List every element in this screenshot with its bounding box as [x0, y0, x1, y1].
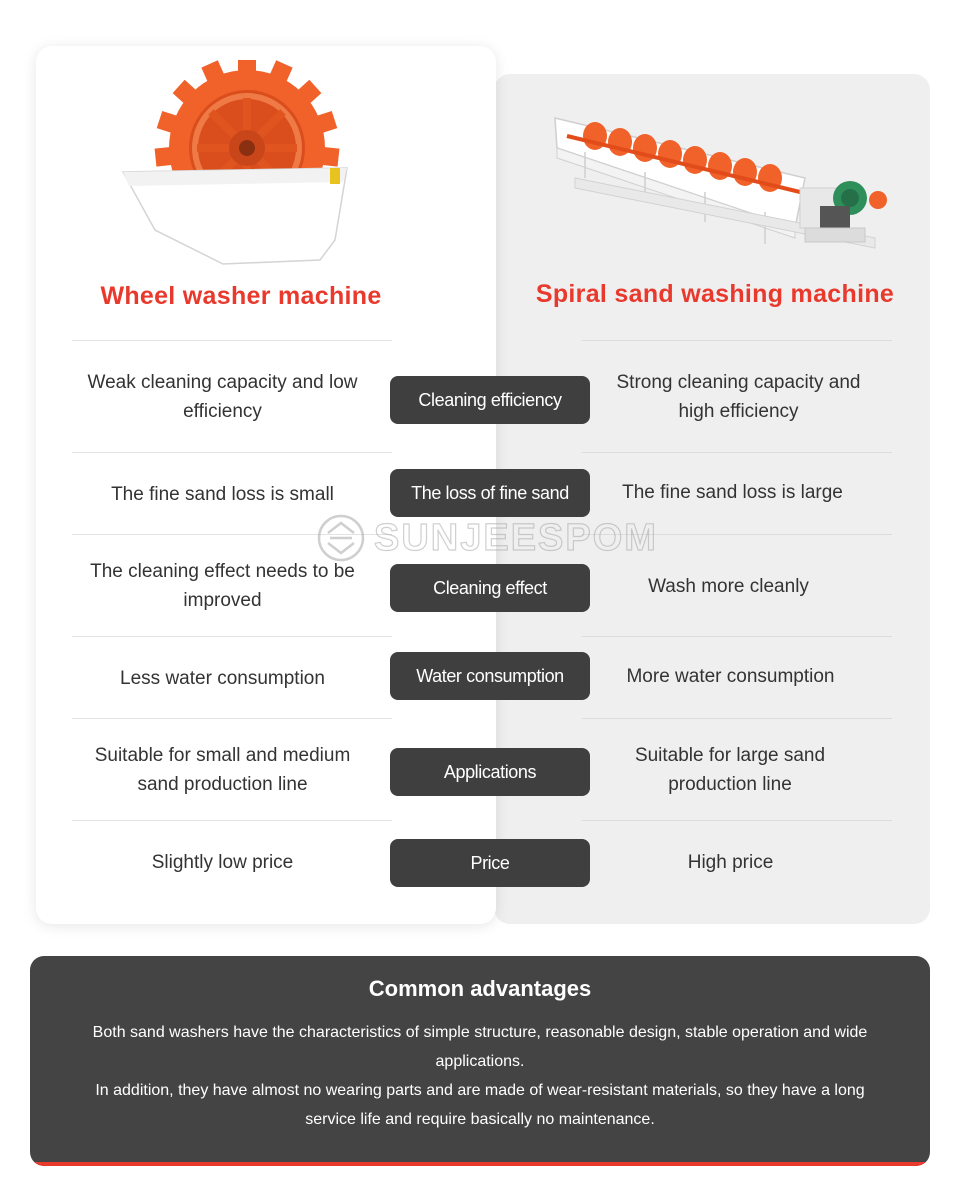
label-fine-sand-loss: The loss of fine sand	[390, 469, 590, 517]
wheel-water-consumption: Less water consumption	[120, 667, 325, 689]
brand-watermark	[316, 512, 658, 564]
wheel-fine-sand-loss: The fine sand loss is small	[111, 483, 334, 505]
wheel-applications: Suitable for small and medium sand production line	[94, 745, 351, 795]
row-divider	[582, 340, 892, 341]
wheel-washer-title: Wheel washer machine	[100, 282, 382, 310]
spiral-water-consumption: More water consumption	[626, 665, 835, 687]
row-divider	[72, 636, 392, 637]
brand-logo-icon	[316, 513, 366, 563]
spiral-cleaning-efficiency: Strong cleaning capacity and high efficiency	[616, 372, 861, 422]
row-divider	[72, 340, 392, 341]
spiral-washer-title: Spiral sand washing machine	[535, 280, 895, 308]
brand-watermark-text: SUNJEESPOM	[374, 516, 658, 559]
row-divider	[582, 718, 892, 719]
common-advantages-title: Common advantages	[368, 976, 592, 1001]
advantages-paragraph: In addition, they have almost no wearing parts and are made of wear-resistant materials, so they have a long service life and require basically no maintenance.	[95, 1082, 865, 1128]
label-price: Price	[390, 839, 590, 887]
row-divider	[72, 820, 392, 821]
spiral-applications: Suitable for large sand production line	[634, 745, 826, 795]
label-applications: Applications	[390, 748, 590, 796]
advantages-paragraph: Both sand washers have the characteristics of simple structure, reasonable design, stable operation and wide applications.	[92, 1024, 868, 1070]
wheel-cleaning-efficiency: Weak cleaning capacity and low efficiency	[87, 372, 358, 422]
spiral-cleaning-effect: Wash more cleanly	[648, 575, 809, 597]
wheel-price: Slightly low price	[151, 851, 294, 873]
label-cleaning-efficiency: Cleaning efficiency	[390, 376, 590, 424]
row-divider	[582, 820, 892, 821]
row-divider	[72, 452, 392, 453]
spiral-price: High price	[687, 851, 774, 873]
spiral-fine-sand-loss: The fine sand loss is large	[622, 481, 843, 503]
row-divider	[72, 718, 392, 719]
common-advantages-box	[30, 956, 930, 1166]
spiral-sand-washer-icon	[545, 88, 895, 268]
wheel-sand-washer-icon	[115, 60, 355, 270]
wheel-cleaning-effect: The cleaning effect needs to be improved	[90, 561, 355, 611]
label-water-consumption: Water consumption	[390, 652, 590, 700]
label-cleaning-effect: Cleaning effect	[390, 564, 590, 612]
common-advantages-text	[80, 1018, 880, 1134]
accent-bar	[30, 1162, 930, 1166]
